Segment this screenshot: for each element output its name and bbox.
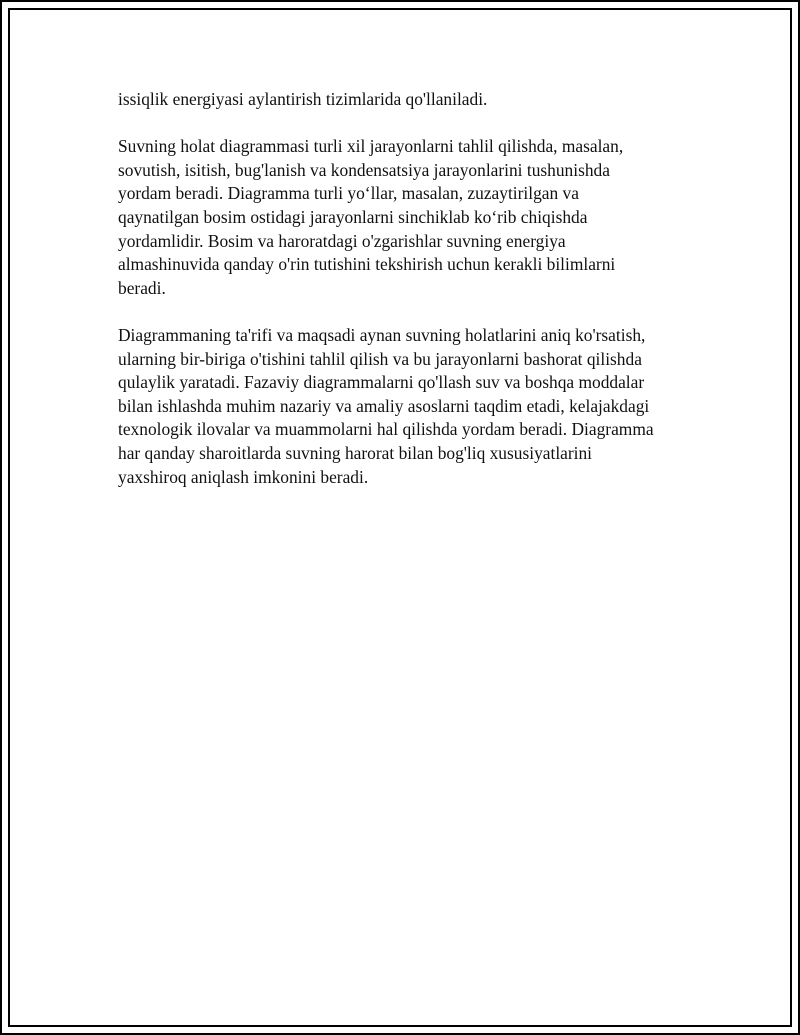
text-line: issiqlik energiyasi aylantirish tizimlarida qo'llaniladi.	[118, 89, 488, 109]
text-line: yaxshiroq aniqlash imkonini beradi.	[118, 466, 369, 487]
document-body	[118, 88, 708, 513]
text-line: Diagrammaning ta'rifi va maqsadi aynan suvning holatlarini aniq ko'rsatish,	[118, 324, 646, 345]
paragraph-3	[118, 324, 708, 489]
text-line: yordam beradi. Diagramma turli yo‘llar, masalan, zuzaytirilgan va	[118, 183, 579, 204]
text-line: qulaylik yaratadi. Fazaviy diagrammalarni qo'llash suv va boshqa moddalar	[118, 372, 645, 393]
paragraph-2	[118, 135, 708, 300]
paragraph-1	[118, 88, 708, 112]
text-line: qaynatilgan bosim ostidagi jarayonlarni sinchiklab ko‘rib chiqishda	[118, 206, 588, 227]
text-line: ularning bir-biriga o'tishini tahlil qilish va bu jarayonlarni bashorat qilishda	[118, 348, 642, 369]
text-line: yordamlidir. Bosim va haroratdagi o'zgarishlar suvning energiya	[118, 230, 566, 251]
text-line: sovutish, isitish, bug'lanish va kondensatsiya jarayonlarini tushunishda	[118, 159, 610, 180]
text-line: Suvning holat diagrammasi turli xil jarayonlarni tahlil qilishda, masalan,	[118, 136, 624, 157]
text-line: texnologik ilovalar va muammolarni hal qilishda yordam beradi. Diagramma	[118, 419, 654, 440]
text-line: beradi.	[118, 277, 166, 298]
text-line: bilan ishlashda muhim nazariy va amaliy asoslarni taqdim etadi, kelajakdagi	[118, 395, 650, 416]
text-line: har qanday sharoitlarda suvning harorat bilan bog'liq xususiyatlarini	[118, 442, 593, 463]
text-line: almashinuvida qanday o'rin tutishini tekshirish uchun kerakli bilimlarni	[118, 254, 616, 275]
